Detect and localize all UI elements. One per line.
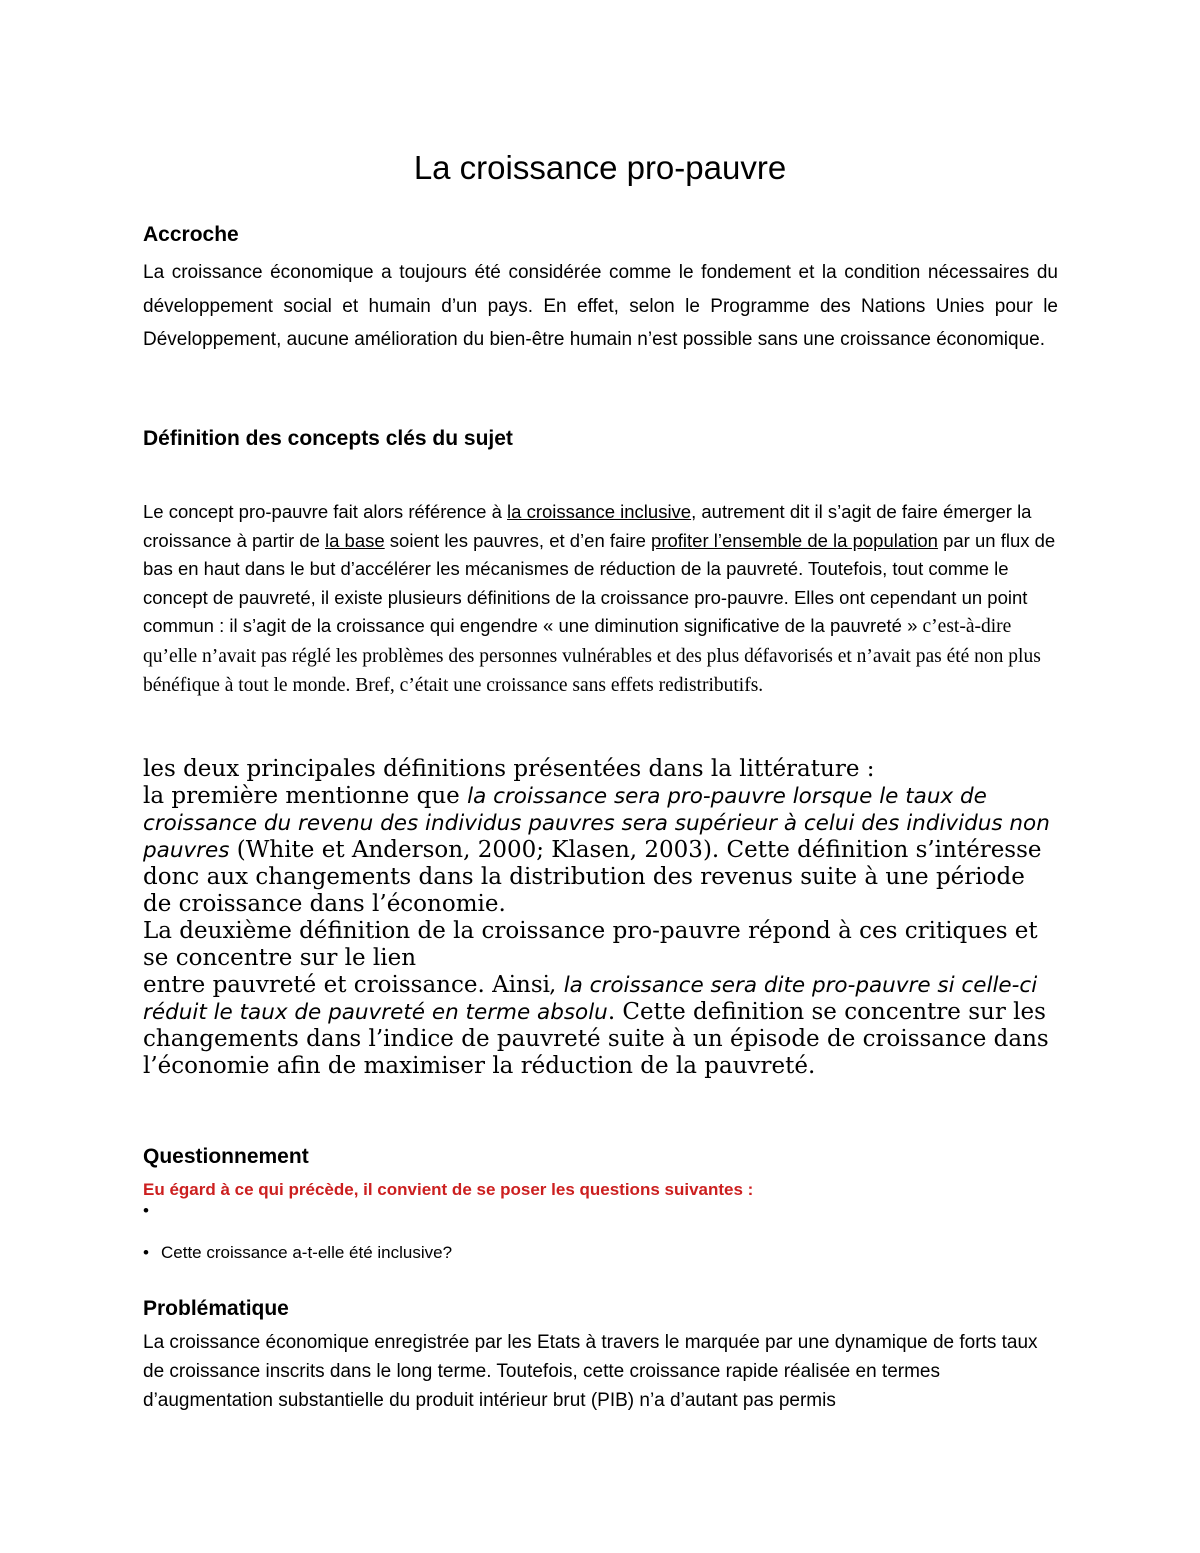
underlined-la-base: la base bbox=[325, 529, 385, 551]
second-def-italic: , la croissance sera dite pro-pauvre si celle-ci réduit le taux de pauvreté en terme absolu bbox=[143, 973, 1038, 1025]
concept-serif-text: c’est-à-dire qu’elle n’avait pas réglé les problèmes des personnes vulnérables et des plus défavorisés et n’avait pas été non plus bénéfique à tout le monde. Bref, c’était une croissance sans effets redistributifs. bbox=[143, 616, 1041, 696]
first-definition bbox=[143, 783, 1058, 918]
concept-paragraph bbox=[143, 498, 1058, 701]
underlined-inclusive-growth: la croissance inclusive bbox=[507, 501, 692, 522]
concept-text-2: , autrement dit il s’agit de faire émerger la croissance à partir de bbox=[143, 501, 1032, 551]
concept-text-3: soient les pauvres, et d’en faire bbox=[384, 529, 652, 551]
second-def-rest: . Cette definition se concentre sur les changements dans l’indice de pauvreté suite à un épisode de croissance dans l’économie afin de maximiser la réduction de la pauvreté. bbox=[143, 999, 1049, 1079]
accroche-paragraph: La croissance économique a toujours été considérée comme le fondement et la condition nécessaires du développement social et humain d’un pays. En effet, selon le Programme des Nations Unies pour le Développement, aucune amélioration du bien-être humain n’est possible sans une croissance économique. bbox=[143, 262, 1058, 350]
concept-text-4: par un flux de bas en haut dans le but d’accélérer les mécanismes de réduction de la pauvreté. Toutefois, tout comme le concept de pauvreté, il existe plusieurs définitions de la croissance pro-pauvre. Elles ont cependant un point commun : il s’agit de la croissance qui engendre « une diminution significative de la pauvreté » bbox=[143, 529, 1056, 636]
list-item bbox=[143, 1200, 161, 1222]
list-item: • Cette croissance a-t-elle été inclusive? bbox=[143, 1243, 453, 1262]
concept-text-1: Le concept pro-pauvre fait alors référence à bbox=[143, 501, 508, 522]
heading-accroche: Accroche bbox=[143, 223, 239, 246]
first-def-rest: (White et Anderson, 2000; Klasen, 2003). Cette définition s’intéresse donc aux changements dans la distribution des revenus suite à une période de croissance dans l’économie. bbox=[143, 837, 1042, 917]
first-def-italic: la croissance sera pro-pauvre lorsque le taux de croissance du revenu des individus pauvres sera supérieur à celui des individus non pauvres bbox=[143, 784, 1050, 863]
heading-definition: Définition des concepts clés du sujet bbox=[143, 427, 513, 450]
heading-questionnement: Questionnement bbox=[143, 1145, 309, 1168]
bullet-icon: • bbox=[143, 1243, 149, 1262]
heading-problematique: Problématique bbox=[143, 1297, 289, 1320]
problematique-paragraph: La croissance économique enregistrée par les Etats à travers le marquée par une dynamique de forts taux de croissance inscrits dans le long terme. Toutefois, cette croissance rapide réalisée en termes d’augmentation substantielle du produit intérieur brut (PIB) n’a d’autant pas permis bbox=[143, 1332, 1038, 1411]
second-definition-lead: La deuxième définition de la croissance pro-pauvre répond à ces critiques et se concentre sur le lien bbox=[143, 918, 1038, 971]
definitions-intro: les deux principales définitions présentées dans la littérature : bbox=[143, 756, 875, 782]
definitions-block bbox=[143, 756, 1058, 1080]
second-def-start: entre pauvreté et croissance. Ainsi bbox=[143, 972, 551, 998]
bullet-icon: • bbox=[143, 1201, 149, 1220]
underlined-profiter: profiter l’ensemble de la population bbox=[651, 529, 938, 551]
first-def-lead: la première mentionne que bbox=[143, 783, 468, 809]
document-title: La croissance pro-pauvre bbox=[413, 149, 787, 186]
second-definition bbox=[143, 972, 1058, 1080]
question-intro: Eu égard à ce qui précède, il convient de se poser les questions suivantes : bbox=[143, 1180, 754, 1199]
